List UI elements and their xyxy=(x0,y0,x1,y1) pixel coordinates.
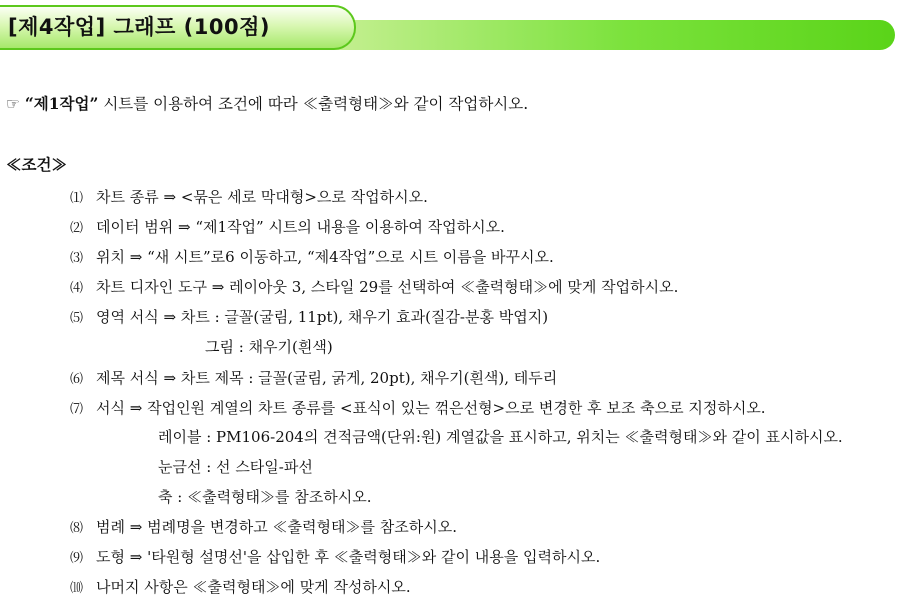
condition-text: 눈금선 : 선 스타일-파선 xyxy=(158,458,313,476)
condition-subitem xyxy=(205,336,333,357)
condition-subitem xyxy=(158,486,372,507)
condition-text: 범례 ⇒ 범례명을 변경하고 ≪출력형태≫를 참조하시오. xyxy=(96,518,457,536)
condition-item xyxy=(70,367,557,388)
condition-text: 위치 ⇒ “새 시트”로6 이동하고, “제4작업”으로 시트 이름을 바꾸시오. xyxy=(96,248,554,266)
condition-text: 축 : ≪출력형태≫를 참조하시오. xyxy=(158,488,372,506)
intro-line xyxy=(6,92,528,114)
condition-subitem xyxy=(158,426,843,447)
condition-item xyxy=(70,276,678,297)
condition-number: ⑵ xyxy=(70,221,84,236)
condition-text: 영역 서식 ⇒ 차트 : 글꼴(굴림, 11pt), 채우기 효과(질감-분홍 박엽지) xyxy=(96,308,549,326)
condition-subitem xyxy=(158,456,313,477)
condition-text: 데이터 범위 ⇒ “제1작업” 시트의 내용을 이용하여 작업하시오. xyxy=(96,218,505,236)
condition-number: ⑺ xyxy=(70,402,84,417)
condition-number: ⑹ xyxy=(70,372,84,387)
condition-text: 레이블 : PM106-204의 견적금액(단위:원) 계열값을 표시하고, 위치는 ≪출력형태≫와 같이 표시하시오. xyxy=(158,428,843,446)
condition-text: 서식 ⇒ 작업인원 계열의 차트 종류를 <표식이 있는 꺾은선형>으로 변경한 후 보조 축으로 지정하시오. xyxy=(96,399,766,417)
condition-number: ⑸ xyxy=(70,311,84,326)
condition-number: ⑻ xyxy=(70,521,84,536)
condition-item xyxy=(70,216,505,237)
condition-number: ⑼ xyxy=(70,551,84,566)
intro-text: 시트를 이용하여 조건에 따라 ≪출력형태≫와 같이 작업하시오. xyxy=(98,95,529,113)
section-banner xyxy=(0,5,901,51)
condition-number: ⑷ xyxy=(70,281,84,296)
condition-item xyxy=(70,576,411,597)
condition-text: 차트 종류 ⇒ <묶은 세로 막대형>으로 작업하시오. xyxy=(96,188,428,206)
condition-item xyxy=(70,186,428,207)
condition-text: 그림 : 채우기(흰색) xyxy=(205,338,333,356)
condition-text: 차트 디자인 도구 ⇒ 레이아웃 3, 스타일 29를 선택하여 ≪출력형태≫에 맞게 작업하시오. xyxy=(96,278,679,296)
pointing-hand-icon: ☞ xyxy=(6,95,20,113)
condition-number: ⑶ xyxy=(70,251,84,266)
condition-number: ⑴ xyxy=(70,191,84,206)
condition-number: ⑽ xyxy=(70,581,84,596)
condition-text: 제목 서식 ⇒ 차트 제목 : 글꼴(굴림, 굵게, 20pt), 채우기(흰색), 테두리 xyxy=(96,369,558,387)
conditions-heading: ≪조건≫ xyxy=(6,155,67,174)
condition-text: 나머지 사항은 ≪출력형태≫에 맞게 작성하시오. xyxy=(96,578,411,596)
condition-text: 도형 ⇒ '타원형 설명선'을 삽입한 후 ≪출력형태≫와 같이 내용을 입력하시오. xyxy=(96,548,601,566)
condition-item xyxy=(70,397,766,418)
section-title: [제4작업] 그래프 (100점) xyxy=(8,15,270,39)
sheet-name: “제1작업” xyxy=(24,94,99,113)
condition-item xyxy=(70,306,548,327)
condition-item xyxy=(70,546,600,567)
condition-item xyxy=(70,246,554,267)
condition-item xyxy=(70,516,457,537)
